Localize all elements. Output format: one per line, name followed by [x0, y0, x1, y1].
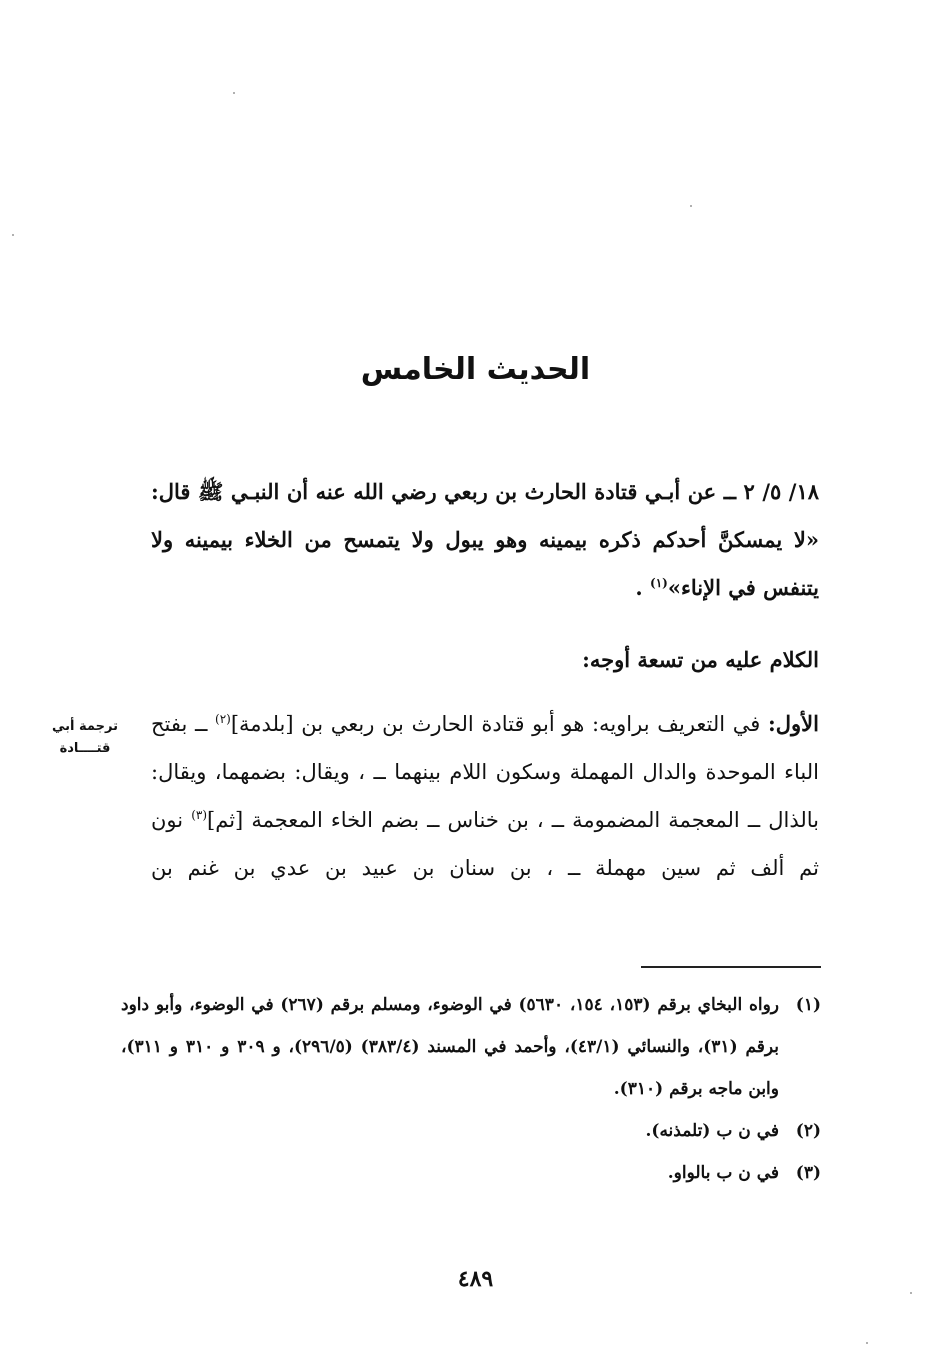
margin-note	[42, 716, 128, 760]
footnote-text: في ن ب (تلمذنه).	[645, 1121, 779, 1141]
page-number: ٤٨٩	[457, 1266, 494, 1292]
margin-note-line-2: قتــــادة	[59, 741, 111, 756]
hadith-chapter-title: الحديث الخامس	[360, 352, 591, 388]
scan-speck	[910, 1292, 912, 1294]
footnote-number: (١)	[795, 995, 821, 1015]
first-aspect-text-3: نون ثم ألف ثم سين مهملة ــ ، بن سنان بن عبيد بن عدي بن غنم بن	[151, 808, 819, 880]
first-aspect-lead: الأول:	[768, 711, 819, 736]
intro-text: الكلام عليه من تسعة أوجه:	[582, 647, 819, 672]
footnote-text: في ن ب بالواو.	[667, 1163, 779, 1183]
footnote-text: رواه البخاي برقم (١٥٣، ١٥٤، ٥٦٣٠) في الوضوء، ومسلم برقم (٢٦٧) في الوضوء، وأبو داود برقم (٣١)، والنسائي (٤٣/١)، وأحمد في المسند (٣٨٣/٤) (٢٩٦/٥)، و ٣٠٩ و ٣١٠ و ٣١١)، وابن ماجه برقم (٣١٠).	[121, 995, 780, 1099]
footnote-number: (٢)	[795, 1121, 821, 1141]
hadith-paragraph	[151, 468, 819, 612]
footnote-ref-1[interactable]: (١)	[650, 576, 668, 590]
footnote-item	[121, 1110, 821, 1152]
footnote-ref-3[interactable]: (٣)	[191, 808, 208, 822]
footnote-item	[121, 984, 821, 1110]
first-aspect-paragraph	[151, 700, 819, 892]
scan-speck	[233, 92, 235, 94]
hadith-text: ١٨/ ٥/ ٢ ــ عن أبـي قتادة الحارث بن ربعي رضي الله عنه أن النبـي ﷺ قال: «لا يمسكنَّ أحدكم ذكره بيمينه وهو يبول ولا يتمسح من الخلاء بيمينه ولا يتنفس في الإناء»	[151, 479, 819, 600]
scan-speck	[866, 1342, 868, 1344]
first-aspect-text-2: ــ بفتح الباء الموحدة والدال المهملة وسكون اللام بينهما ــ ، ويقال: بضمهما، ويقال: بالذال ــ المعجمة المضمومة ــ ، بن خناس ــ بضم الخاء المعجمة [ثم]	[151, 712, 819, 832]
intro-paragraph	[151, 636, 819, 684]
footnote-ref-2[interactable]: (٢)	[215, 712, 231, 726]
footnotes	[121, 984, 821, 1194]
hadith-end: .	[635, 575, 651, 600]
footnote-number: (٣)	[795, 1163, 821, 1183]
margin-note-line-1: ترجمة أبي	[52, 719, 118, 734]
footnote-separator	[641, 966, 821, 968]
scan-speck	[690, 205, 692, 207]
scan-speck	[12, 234, 14, 236]
first-aspect-text-1: في التعريف براويه: هو أبو قتادة الحارث بن ربعي بن [بلدمة]	[230, 712, 769, 736]
footnote-item	[121, 1152, 821, 1194]
